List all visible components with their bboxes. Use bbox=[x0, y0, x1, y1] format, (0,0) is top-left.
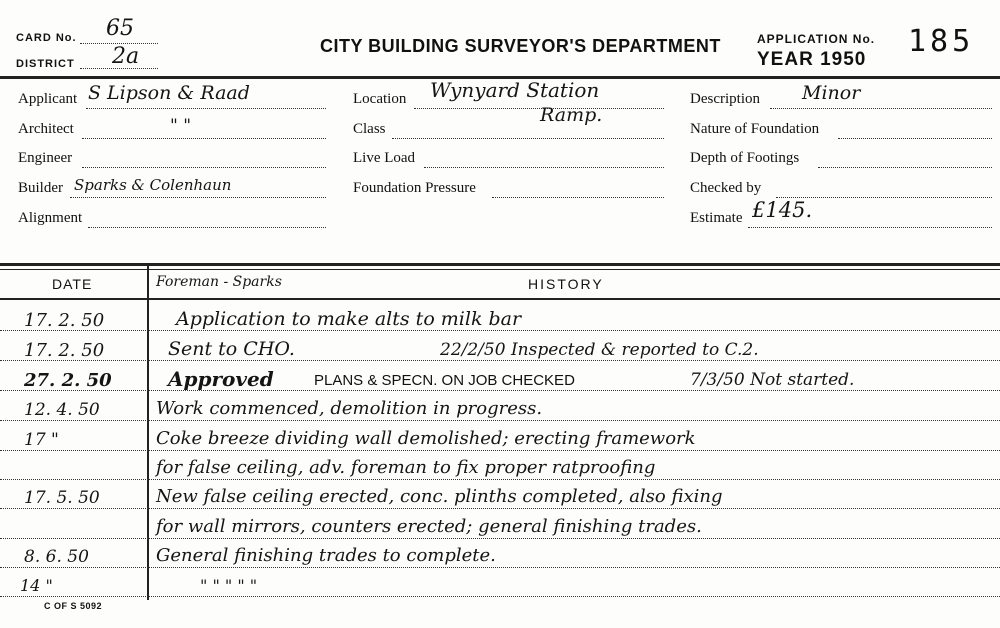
history-header: HISTORY bbox=[528, 276, 604, 292]
application-no-value: 185 bbox=[908, 24, 975, 59]
history-top-rule bbox=[0, 263, 1000, 266]
history-entry: Application to make alts to milk bar bbox=[176, 308, 522, 330]
foundation-pressure-line bbox=[492, 197, 664, 198]
architect-value: " " bbox=[170, 116, 192, 136]
history-date: 17. 5. 50 bbox=[24, 488, 100, 508]
history-entry: General finishing trades to complete. bbox=[156, 545, 496, 566]
architect-label: Architect bbox=[18, 121, 74, 137]
depth-of-footings-label: Depth of Footings bbox=[690, 150, 800, 166]
date-column-divider bbox=[147, 266, 149, 600]
estimate-label: Estimate bbox=[690, 210, 743, 226]
foreman-note: Foreman - Sparks bbox=[156, 274, 282, 290]
applicant-value: S Lipson & Raad bbox=[88, 82, 250, 104]
description-value: Minor bbox=[802, 82, 861, 104]
history-entry: New false ceiling erected, conc. plinths completed, also fixing bbox=[156, 486, 723, 507]
history-entry: Sent to CHO. bbox=[168, 338, 295, 360]
engineer-label: Engineer bbox=[18, 150, 73, 166]
history-row-line bbox=[0, 596, 1000, 597]
location-line bbox=[414, 108, 664, 109]
district-value: 2a bbox=[112, 44, 140, 69]
builder-line bbox=[70, 197, 326, 198]
nature-of-foundation-label: Nature of Foundation bbox=[690, 121, 820, 137]
alignment-label: Alignment bbox=[18, 210, 83, 226]
engineer-line bbox=[82, 167, 326, 168]
history-row-line bbox=[0, 538, 1000, 539]
depth-of-footings-line bbox=[818, 167, 992, 168]
history-row-line bbox=[0, 420, 1000, 421]
card-no-label: CARD No. bbox=[16, 32, 77, 44]
history-entry: for wall mirrors, counters erected; general finishing trades. bbox=[156, 516, 702, 537]
architect-line bbox=[82, 138, 326, 139]
location-label: Location bbox=[353, 91, 407, 107]
estimate-line bbox=[748, 227, 992, 228]
history-row-line bbox=[0, 330, 1000, 331]
live-load-line bbox=[424, 167, 664, 168]
history-date: 14 " bbox=[20, 576, 53, 595]
location-value: Wynyard Station bbox=[430, 78, 600, 102]
builder-value: Sparks & Colenhaun bbox=[74, 176, 232, 194]
history-date: 17. 2. 50 bbox=[24, 310, 105, 331]
class-line bbox=[392, 138, 664, 139]
history-entry: Approved bbox=[168, 367, 274, 391]
checked-by-label: Checked by bbox=[690, 180, 762, 196]
foundation-pressure-label: Foundation Pressure bbox=[353, 180, 476, 196]
history-top-rule-thin bbox=[0, 269, 1000, 270]
history-row-line bbox=[0, 450, 1000, 451]
live-load-label: Live Load bbox=[353, 150, 416, 166]
nature-of-foundation-line bbox=[838, 138, 992, 139]
department-title: CITY BUILDING SURVEYOR'S DEPARTMENT bbox=[320, 36, 721, 56]
history-row-line bbox=[0, 479, 1000, 480]
alignment-line bbox=[88, 227, 326, 228]
year-label: YEAR 1950 bbox=[757, 49, 867, 70]
history-note: 7/3/50 Not started. bbox=[690, 370, 855, 390]
form-code: C OF S 5092 bbox=[44, 601, 103, 611]
history-date: 27. 2. 50 bbox=[24, 370, 112, 391]
history-row-line bbox=[0, 360, 1000, 361]
history-date: 17 " bbox=[24, 430, 59, 450]
location-value-2: Ramp. bbox=[540, 104, 603, 126]
history-date: 8. 6. 50 bbox=[24, 547, 89, 567]
applicant-label: Applicant bbox=[18, 91, 78, 107]
history-row-line bbox=[0, 508, 1000, 509]
history-header-rule bbox=[0, 298, 1000, 300]
date-header: DATE bbox=[52, 276, 93, 292]
description-label: Description bbox=[690, 91, 760, 107]
card-no-value: 65 bbox=[106, 16, 134, 41]
history-row-line bbox=[0, 567, 1000, 568]
description-line bbox=[770, 108, 992, 109]
history-date: 17. 2. 50 bbox=[24, 340, 105, 361]
builder-label: Builder bbox=[18, 180, 63, 196]
history-entry: Coke breeze dividing wall demolished; erecting framework bbox=[156, 428, 696, 449]
history-entry: Work commenced, demolition in progress. bbox=[156, 398, 543, 419]
history-entry: for false ceiling, adv. foreman to fix proper ratproofing bbox=[156, 457, 656, 478]
class-label: Class bbox=[353, 121, 386, 137]
application-no-label: APPLICATION No. bbox=[757, 32, 876, 46]
district-label: DISTRICT bbox=[16, 58, 75, 70]
checked-stamp: PLANS & SPECN. ON JOB CHECKED bbox=[314, 372, 575, 389]
history-note: 22/2/50 Inspected & reported to C.2. bbox=[440, 340, 759, 360]
history-entry: " " " " " bbox=[200, 576, 258, 595]
applicant-line bbox=[86, 108, 326, 109]
history-row-line bbox=[0, 390, 1000, 391]
estimate-value: £145. bbox=[752, 198, 813, 222]
history-date: 12. 4. 50 bbox=[24, 400, 100, 420]
